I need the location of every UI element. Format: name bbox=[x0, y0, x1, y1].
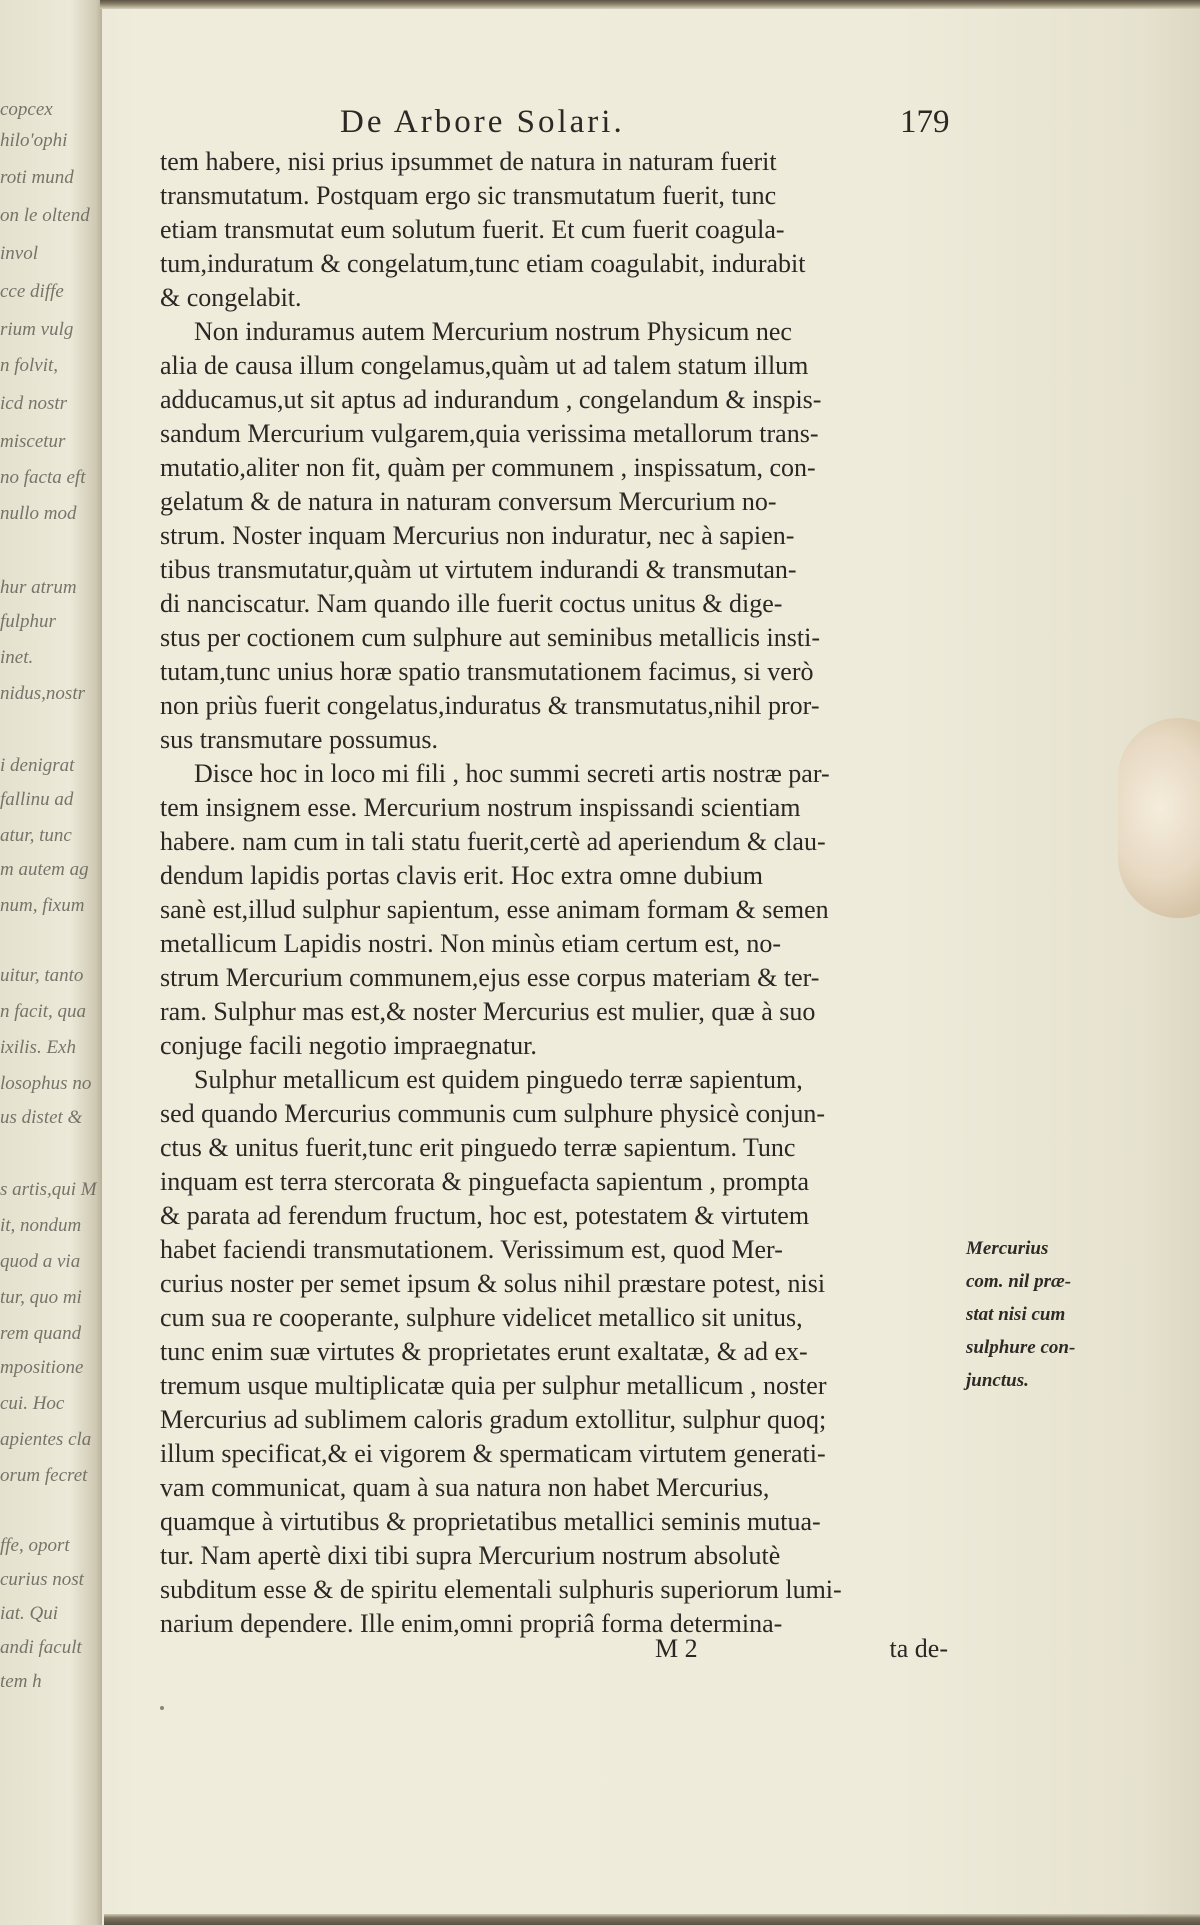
text-line: Disce hoc in loco mi fili , hoc summi secreti artis nostræ par- bbox=[194, 759, 830, 788]
margin-note-line: com. nil præ- bbox=[966, 1271, 1072, 1292]
text-line: sus transmutare possumus. bbox=[160, 725, 439, 754]
margin-note bbox=[966, 1232, 1106, 1397]
gutter-line: rem quand bbox=[0, 1323, 82, 1344]
gutter-line: hilo'ophi bbox=[0, 130, 68, 151]
gutter-line: iat. Qui bbox=[0, 1603, 59, 1624]
gutter-line: n folvit, bbox=[0, 355, 59, 376]
text-line: alia de causa illum congelamus,quàm ut ad talem statum illum bbox=[160, 351, 809, 380]
gutter-line: curius nost bbox=[0, 1569, 84, 1590]
text-line: gelatum & de natura in naturam conversum Mercurium no- bbox=[160, 487, 777, 516]
gutter-line: it, nondum bbox=[0, 1215, 82, 1236]
text-line: ram. Sulphur mas est,& noster Mercurius est mulier, quæ à suo bbox=[160, 997, 816, 1026]
text-line: dendum lapidis portas clavis erit. Hoc extra omne dubium bbox=[160, 861, 763, 890]
margin-note-line: stat nisi cum bbox=[966, 1304, 1066, 1325]
gutter-line: nullo mod bbox=[0, 503, 77, 524]
text-line: habere. nam cum in tali statu fuerit,certè ad aperiendum & clau- bbox=[160, 827, 826, 856]
margin-note-line: Mercurius bbox=[966, 1238, 1049, 1259]
gutter-line: ixilis. Exh bbox=[0, 1037, 76, 1058]
text-line: conjuge facili negotio impraegnatur. bbox=[160, 1031, 537, 1060]
gutter-line: n facit, qua bbox=[0, 1001, 87, 1022]
page-number: 179 bbox=[900, 104, 950, 140]
text-line: cum sua re cooperante, sulphure videlicet metallico sit unitus, bbox=[160, 1303, 803, 1332]
gutter-line: nidus,nostr bbox=[0, 683, 85, 704]
text-line: metallicum Lapidis nostri. Non minùs etiam certum est, no- bbox=[160, 929, 781, 958]
text-line: tem habere, nisi prius ipsummet de natura in naturam fuerit bbox=[160, 147, 777, 176]
text-line: ctus & unitus fuerit,tunc erit pinguedo terræ sapientum. Tunc bbox=[160, 1133, 796, 1162]
text-line: Sulphur metallicum est quidem pinguedo terræ sapientum, bbox=[194, 1065, 803, 1094]
gutter-line: atur, tunc bbox=[0, 825, 72, 846]
text-line: tremum usque multiplicatæ quia per sulphur metallicum , noster bbox=[160, 1371, 827, 1400]
gutter-line: m autem ag bbox=[0, 859, 89, 880]
text-line: tutam,tunc unius horæ spatio transmutationem facimus, si verò bbox=[160, 657, 814, 686]
gutter-line: tem h bbox=[0, 1671, 42, 1692]
text-line: sandum Mercurium vulgarem,quia verissima metallorum trans- bbox=[160, 419, 819, 448]
body-text bbox=[160, 145, 960, 1641]
gutter-line: cce diffe bbox=[0, 281, 64, 302]
gutter-line: us distet & bbox=[0, 1107, 83, 1128]
text-line: tem insignem esse. Mercurium nostrum inspissandi scientiam bbox=[160, 793, 801, 822]
gutter-line: copcex bbox=[0, 99, 53, 120]
gutter-line: fulphur bbox=[0, 611, 56, 632]
text-line: sanè est,illud sulphur sapientum, esse animam formam & semen bbox=[160, 895, 829, 924]
gutter-line: roti mund bbox=[0, 167, 74, 188]
text-line: tibus transmutatur,quàm ut virtutem indurandi & transmutan- bbox=[160, 555, 797, 584]
gutter-line: rium vulg bbox=[0, 319, 74, 340]
top-edge-rule bbox=[100, 0, 1200, 9]
gutter-line: num, fixum bbox=[0, 895, 85, 916]
text-line: adducamus,ut sit aptus ad indurandum , congelandum & inspis- bbox=[160, 385, 822, 414]
facing-page-gutter bbox=[0, 0, 102, 1925]
text-line: inquam est terra stercorata & pinguefacta sapientum , prompta bbox=[160, 1167, 810, 1196]
gutter-line: losophus no bbox=[0, 1073, 92, 1094]
text-line: strum. Noster inquam Mercurius non induratur, nec à sapien- bbox=[160, 521, 795, 550]
gutter-line: mpositione bbox=[0, 1357, 84, 1378]
ink-speck bbox=[160, 1706, 164, 1710]
text-line: stus per coctionem cum sulphure aut seminibus metallicis insti- bbox=[160, 623, 820, 652]
text-line: mutatio,aliter non fit, quàm per communem , inspissatum, con- bbox=[160, 453, 816, 482]
gutter-line: quod a via bbox=[0, 1251, 81, 1272]
gutter-line: orum fecret bbox=[0, 1465, 88, 1486]
margin-note-line: junctus. bbox=[966, 1370, 1029, 1391]
gutter-line: s artis,qui M bbox=[0, 1179, 97, 1200]
text-line: habet faciendi transmutationem. Verissimum est, quod Mer- bbox=[160, 1235, 783, 1264]
gutter-line: uitur, tanto bbox=[0, 965, 84, 986]
margin-note-line: sulphure con- bbox=[966, 1337, 1076, 1358]
signature-line bbox=[160, 1632, 960, 1666]
text-line: vam communicat, quam à sua natura non habet Mercurius, bbox=[160, 1473, 770, 1502]
text-line: subditum esse & de spiritu elementali sulphuris superiorum lumi- bbox=[160, 1575, 842, 1604]
text-line: narium dependere. Ille enim,omni propriâ forma determina- bbox=[160, 1609, 783, 1638]
gutter-line: apientes cla bbox=[0, 1429, 92, 1450]
text-line: curius noster per semet ipsum & solus nihil præstare potest, nisi bbox=[160, 1269, 826, 1298]
text-line: non priùs fuerit congelatus,induratus & transmutatus,nihil pror- bbox=[160, 691, 820, 720]
text-line: illum specificat,& ei vigorem & spermaticam virtutem generati- bbox=[160, 1439, 826, 1468]
gutter-line: hur atrum bbox=[0, 577, 77, 598]
text-line: etiam transmutat eum solutum fuerit. Et cum fuerit coagula- bbox=[160, 215, 785, 244]
gutter-line: cui. Hoc bbox=[0, 1393, 65, 1414]
gutter-line: icd nostr bbox=[0, 393, 68, 414]
text-line: tur. Nam apertè dixi tibi supra Mercurium nostrum absolutè bbox=[160, 1541, 781, 1570]
gutter-line: ffe, oport bbox=[0, 1535, 70, 1556]
text-line: tum,induratum & congelatum,tunc etiam coagulabit, indurabit bbox=[160, 249, 806, 278]
text-line: Non induramus autem Mercurium nostrum Physicum nec bbox=[194, 317, 792, 346]
catchword: ta de- bbox=[889, 1634, 948, 1663]
gutter-line: i denigrat bbox=[0, 755, 75, 776]
text-line: sed quando Mercurius communis cum sulphure physicè conjun- bbox=[160, 1099, 826, 1128]
text-line: strum Mercurium communem,ejus esse corpus materiam & ter- bbox=[160, 963, 820, 992]
text-line: Mercurius ad sublimem caloris gradum extollitur, sulphur quoq; bbox=[160, 1405, 827, 1434]
gutter-line: fallinu ad bbox=[0, 789, 74, 810]
text-line: transmutatum. Postquam ergo sic transmutatum fuerit, tunc bbox=[160, 181, 777, 210]
running-head: De Arbore Solari. bbox=[340, 104, 625, 140]
brush-object bbox=[1118, 718, 1200, 918]
gutter-line: invol bbox=[0, 243, 38, 264]
bottom-edge-rule bbox=[104, 1914, 1200, 1925]
gutter-line: on le oltend bbox=[0, 205, 90, 226]
gutter-line: tur, quo mi bbox=[0, 1287, 82, 1308]
text-line: quamque à virtutibus & proprietatibus metallici seminis mutua- bbox=[160, 1507, 821, 1536]
gutter-line: no facta eft bbox=[0, 467, 86, 488]
gutter-line: miscetur bbox=[0, 431, 66, 452]
text-line: & congelabit. bbox=[160, 283, 302, 312]
text-line: di nanciscatur. Nam quando ille fuerit coctus unitus & dige- bbox=[160, 589, 783, 618]
gutter-line: andi facult bbox=[0, 1637, 82, 1658]
text-line: & parata ad ferendum fructum, hoc est, potestatem & virtutem bbox=[160, 1201, 810, 1230]
signature-mark: M 2 bbox=[655, 1634, 698, 1663]
text-line: tunc enim suæ virtutes & proprietates erunt exaltatæ, & ad ex- bbox=[160, 1337, 808, 1366]
gutter-line: inet. bbox=[0, 647, 34, 668]
